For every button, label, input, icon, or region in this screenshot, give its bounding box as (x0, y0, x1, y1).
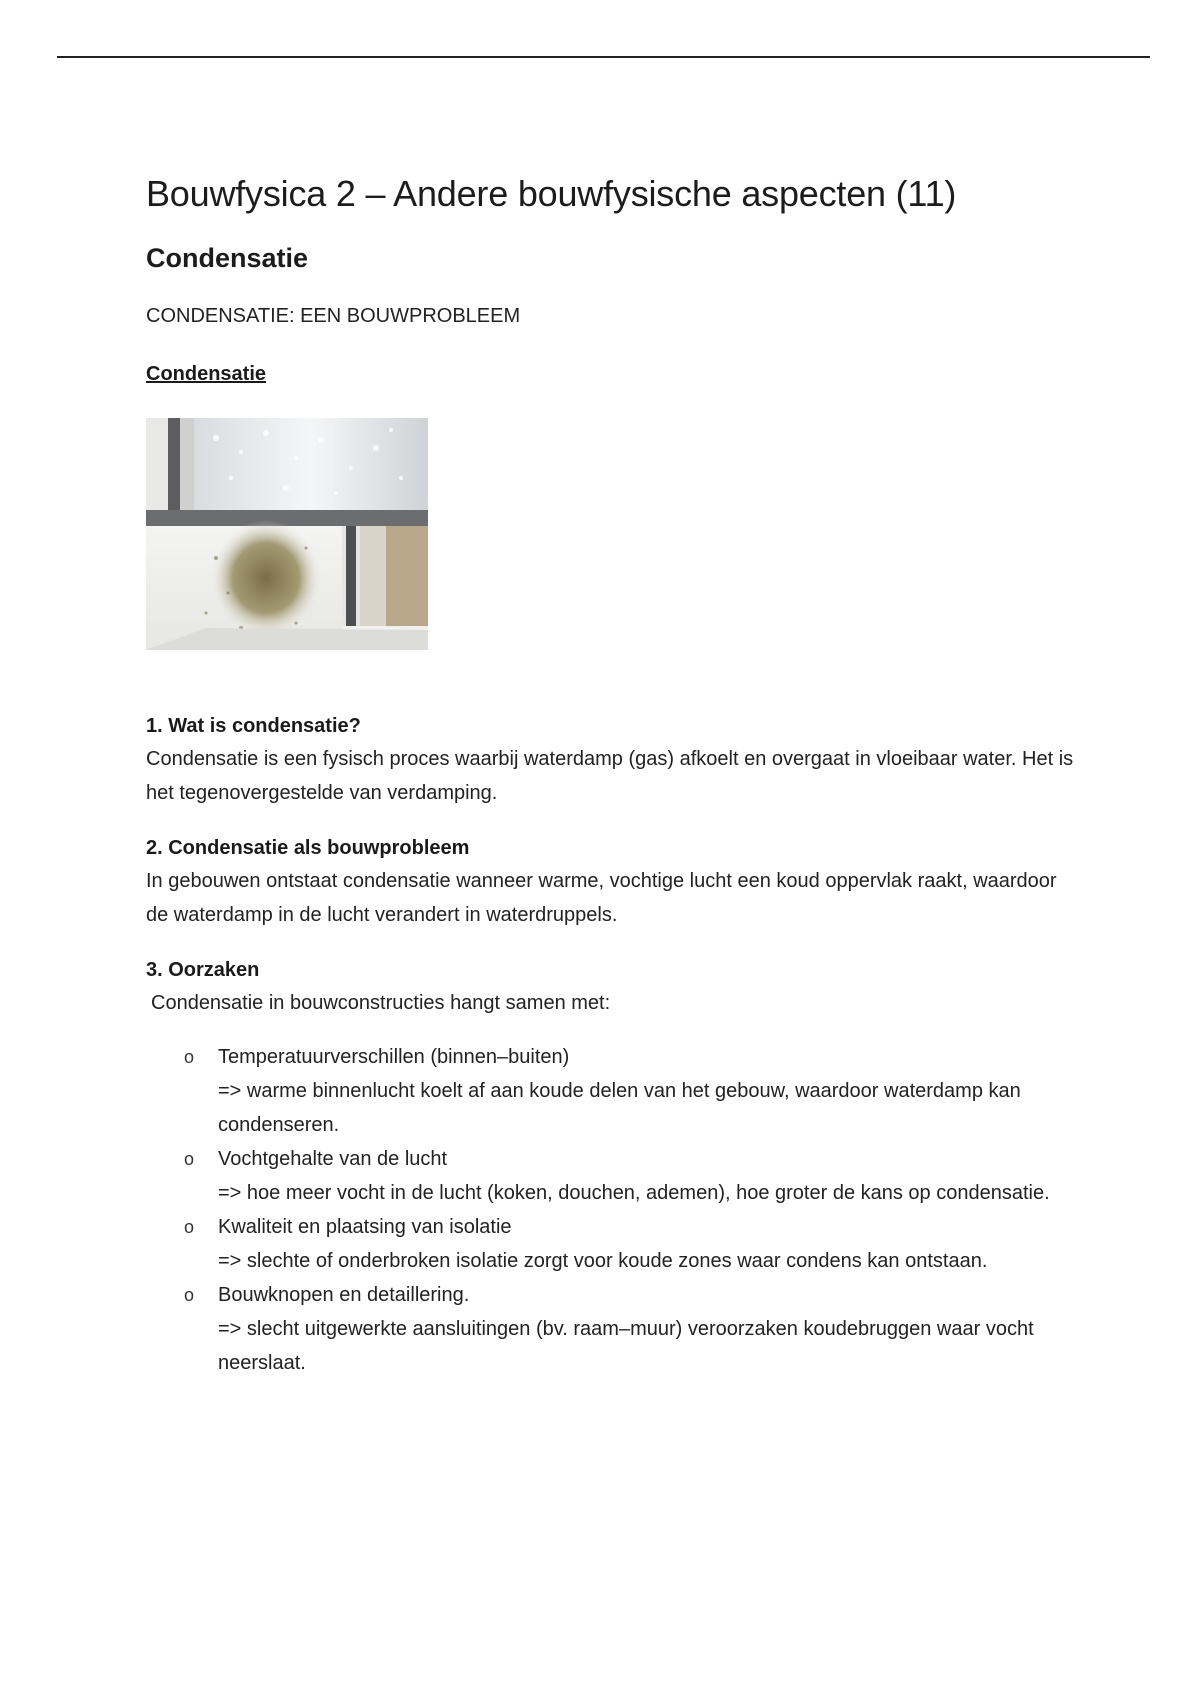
section-1-text: Condensatie is een fysisch proces waarbij waterdamp (gas) afkoelt en overgaat in vloeibaar water. Het is het tegenovergestelde van verdamping. (146, 748, 1074, 804)
list-item-label: Kwaliteit en plaatsing van isolatie (218, 1216, 512, 1238)
section-heading: Condensatie (146, 243, 309, 273)
list-item (146, 1278, 1076, 1380)
section-1 (146, 712, 1076, 810)
list-item-detail: => hoe meer vocht in de lucht (koken, douchen, ademen), hoe groter de kans op condensatie. (218, 1182, 1050, 1204)
bullet-marker: o (184, 1217, 195, 1237)
section-3-text: Condensatie in bouwconstructies hangt samen met: (151, 992, 611, 1014)
list-item (146, 1040, 1076, 1142)
document-body (146, 170, 1076, 1380)
underlined-heading: Condensatie (146, 363, 267, 385)
list-item-label: Temperatuurverschillen (binnen–buiten) (218, 1046, 570, 1068)
list-item (146, 1210, 1076, 1278)
page-header-rule (57, 56, 1150, 58)
section-2-text: In gebouwen ontstaat condensatie wanneer warme, vochtige lucht een koud oppervlak raakt, waardoor de waterdamp in de lucht verandert in waterdruppels. (146, 870, 1057, 926)
subheading-caps: CONDENSATIE: EEN BOUWPROBLEEM (146, 305, 521, 327)
section-3-heading: 3. Oorzaken (146, 959, 260, 981)
bullet-marker: o (184, 1285, 195, 1305)
list-item-label: Vochtgehalte van de lucht (218, 1148, 448, 1170)
list-item-detail: => slechte of onderbroken isolatie zorgt voor koude zones waar condens kan ontstaan. (218, 1250, 988, 1272)
list-item-detail: => warme binnenlucht koelt af aan koude delen van het gebouw, waardoor waterdamp kan condenseren. (218, 1080, 1021, 1136)
list-item-detail: => slecht uitgewerkte aansluitingen (bv. raam–muur) veroorzaken koudebruggen waar vocht neerslaat. (218, 1318, 1034, 1374)
causes-list (146, 1040, 1076, 1380)
section-2-heading: 2. Condensatie als bouwprobleem (146, 837, 470, 859)
section-1-heading: 1. Wat is condensatie? (146, 715, 361, 737)
list-item-label: Bouwknopen en detaillering. (218, 1284, 470, 1306)
document-title: Bouwfysica 2 – Andere bouwfysische aspecten (11) (146, 173, 957, 214)
condensation-mold-photo (146, 418, 428, 650)
bullet-marker: o (184, 1149, 195, 1169)
section-2 (146, 834, 1076, 932)
list-item (146, 1142, 1076, 1210)
bullet-marker: o (184, 1047, 195, 1067)
section-3 (146, 956, 1076, 1380)
